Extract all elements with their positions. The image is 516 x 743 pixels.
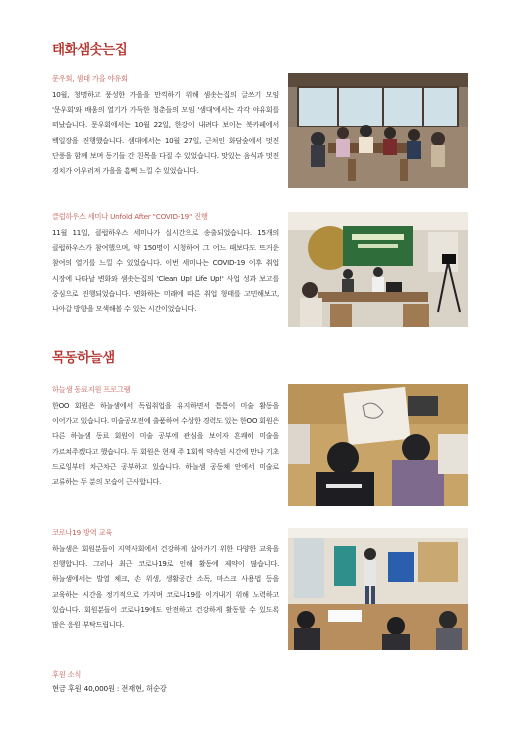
- support-donors: 현금 후원 40,000원 : 전재현, 허순강: [52, 684, 167, 693]
- article-body: 한OO 회원은 하늘샘에서 독립취업을 유지하면서 틈틈이 미술 활동을 이어가고 있습니다. 미술공모전에 출품하여 수상한 경력도 있는 한OO 회원은 다른 하늘샘 동료 회원이 미술 공부에 관심을 보이자 흔쾌히 미술을 가르쳐주겠다고 했습니다. 두 회원은 현재 주 1회씩 약속된 시간에 만나 기초 드로잉부터 차근차근 공부하고 있습니다. 하늘샘 공동체 안에서 미술로 교류하는 두 분의 모습이 근사합니다.: [52, 401, 279, 487]
- support-title: 후원 소식: [52, 670, 82, 679]
- article-title: 문우회, 샘대 가을 야유회: [52, 74, 128, 83]
- riverside-cafe-photo: [288, 73, 468, 188]
- article-writers-picnic: [52, 74, 279, 178]
- seminar-stage-photo: [288, 212, 468, 327]
- article-title: 하늘샘 동료지원 프로그램: [52, 385, 131, 394]
- article-body: 하늘샘은 회원분들이 지역사회에서 건강하게 살아가기 위한 다양한 교육을 진행합니다. 그러나 최근 코로나19로 인해 활동에 제약이 많습니다. 하늘샘에서는 발열 체크, 손 위생, 생활공간 소독, 마스크 사용법 등을 교육하는 시간을 정기적으로 가지며 코로나19를 이겨내기 위해 노력하고 있습니다. 회원분들이 코로나19에도 안전하고 건강하게 활동할 수 있도록 많은 응원 부탁드립니다.: [52, 544, 279, 630]
- article-peer-support: [52, 385, 279, 489]
- article-title: 코로나19 방역 교육: [52, 528, 113, 537]
- drawing-lesson-photo: [288, 384, 468, 506]
- support-news: [52, 670, 167, 694]
- article-body: 11월 11일, 클럽하우스 세미나가 실시간으로 송출되었습니다. 15개의 클럽하우스가 참여했으며, 약 150명이 시청하여 그 어느 때보다도 뜨거운 참여의 열기를 느낄 수 있었습니다. 이번 세미나는 COVID-19 이후 취업 시장에 나타날 변화와 샘솟는집의 'Clean Up! Life Up!' 사업 성과 보고를 중심으로 진행되었습니다. 변화하는 미래에 따른 취업 형태를 고민해보고, 나아갈 방향을 모색해볼 수 있는 시간이었습니다.: [52, 228, 279, 314]
- article-covid-training: [52, 528, 279, 632]
- article-title: 클럽하우스 세미나 Unfold After "COVID-19" 진행: [52, 212, 208, 221]
- section-title-mokdong: 목동하늘샘: [52, 350, 115, 366]
- article-body: 10월, 청명하고 풍성한 가을을 만끽하기 위해 샘솟는집의 글쓰기 모임 '문우회'와 배움의 열기가 가득한 청춘들의 모임 '샘대'에서는 각각 야유회를 떠났습니다. 문우회에서는 10월 22일, 한강이 내려다 보이는 북카페에서 백일장을 진행했습니다. 샘대에서는 10월 27일, 근처인 화담숲에서 멋진 단풍을 함께 보며 동기들 간 친목을 다질 수 있었습니다. 맛있는 음식과 멋진 경치가 어우러져 가을을 흠뻑 느낄 수 있었습니다.: [52, 90, 279, 176]
- article-clubhouse-seminar: [52, 212, 279, 316]
- covid-training-photo: [288, 528, 468, 650]
- section-title-taehwa: 태화샘솟는집: [52, 42, 128, 58]
